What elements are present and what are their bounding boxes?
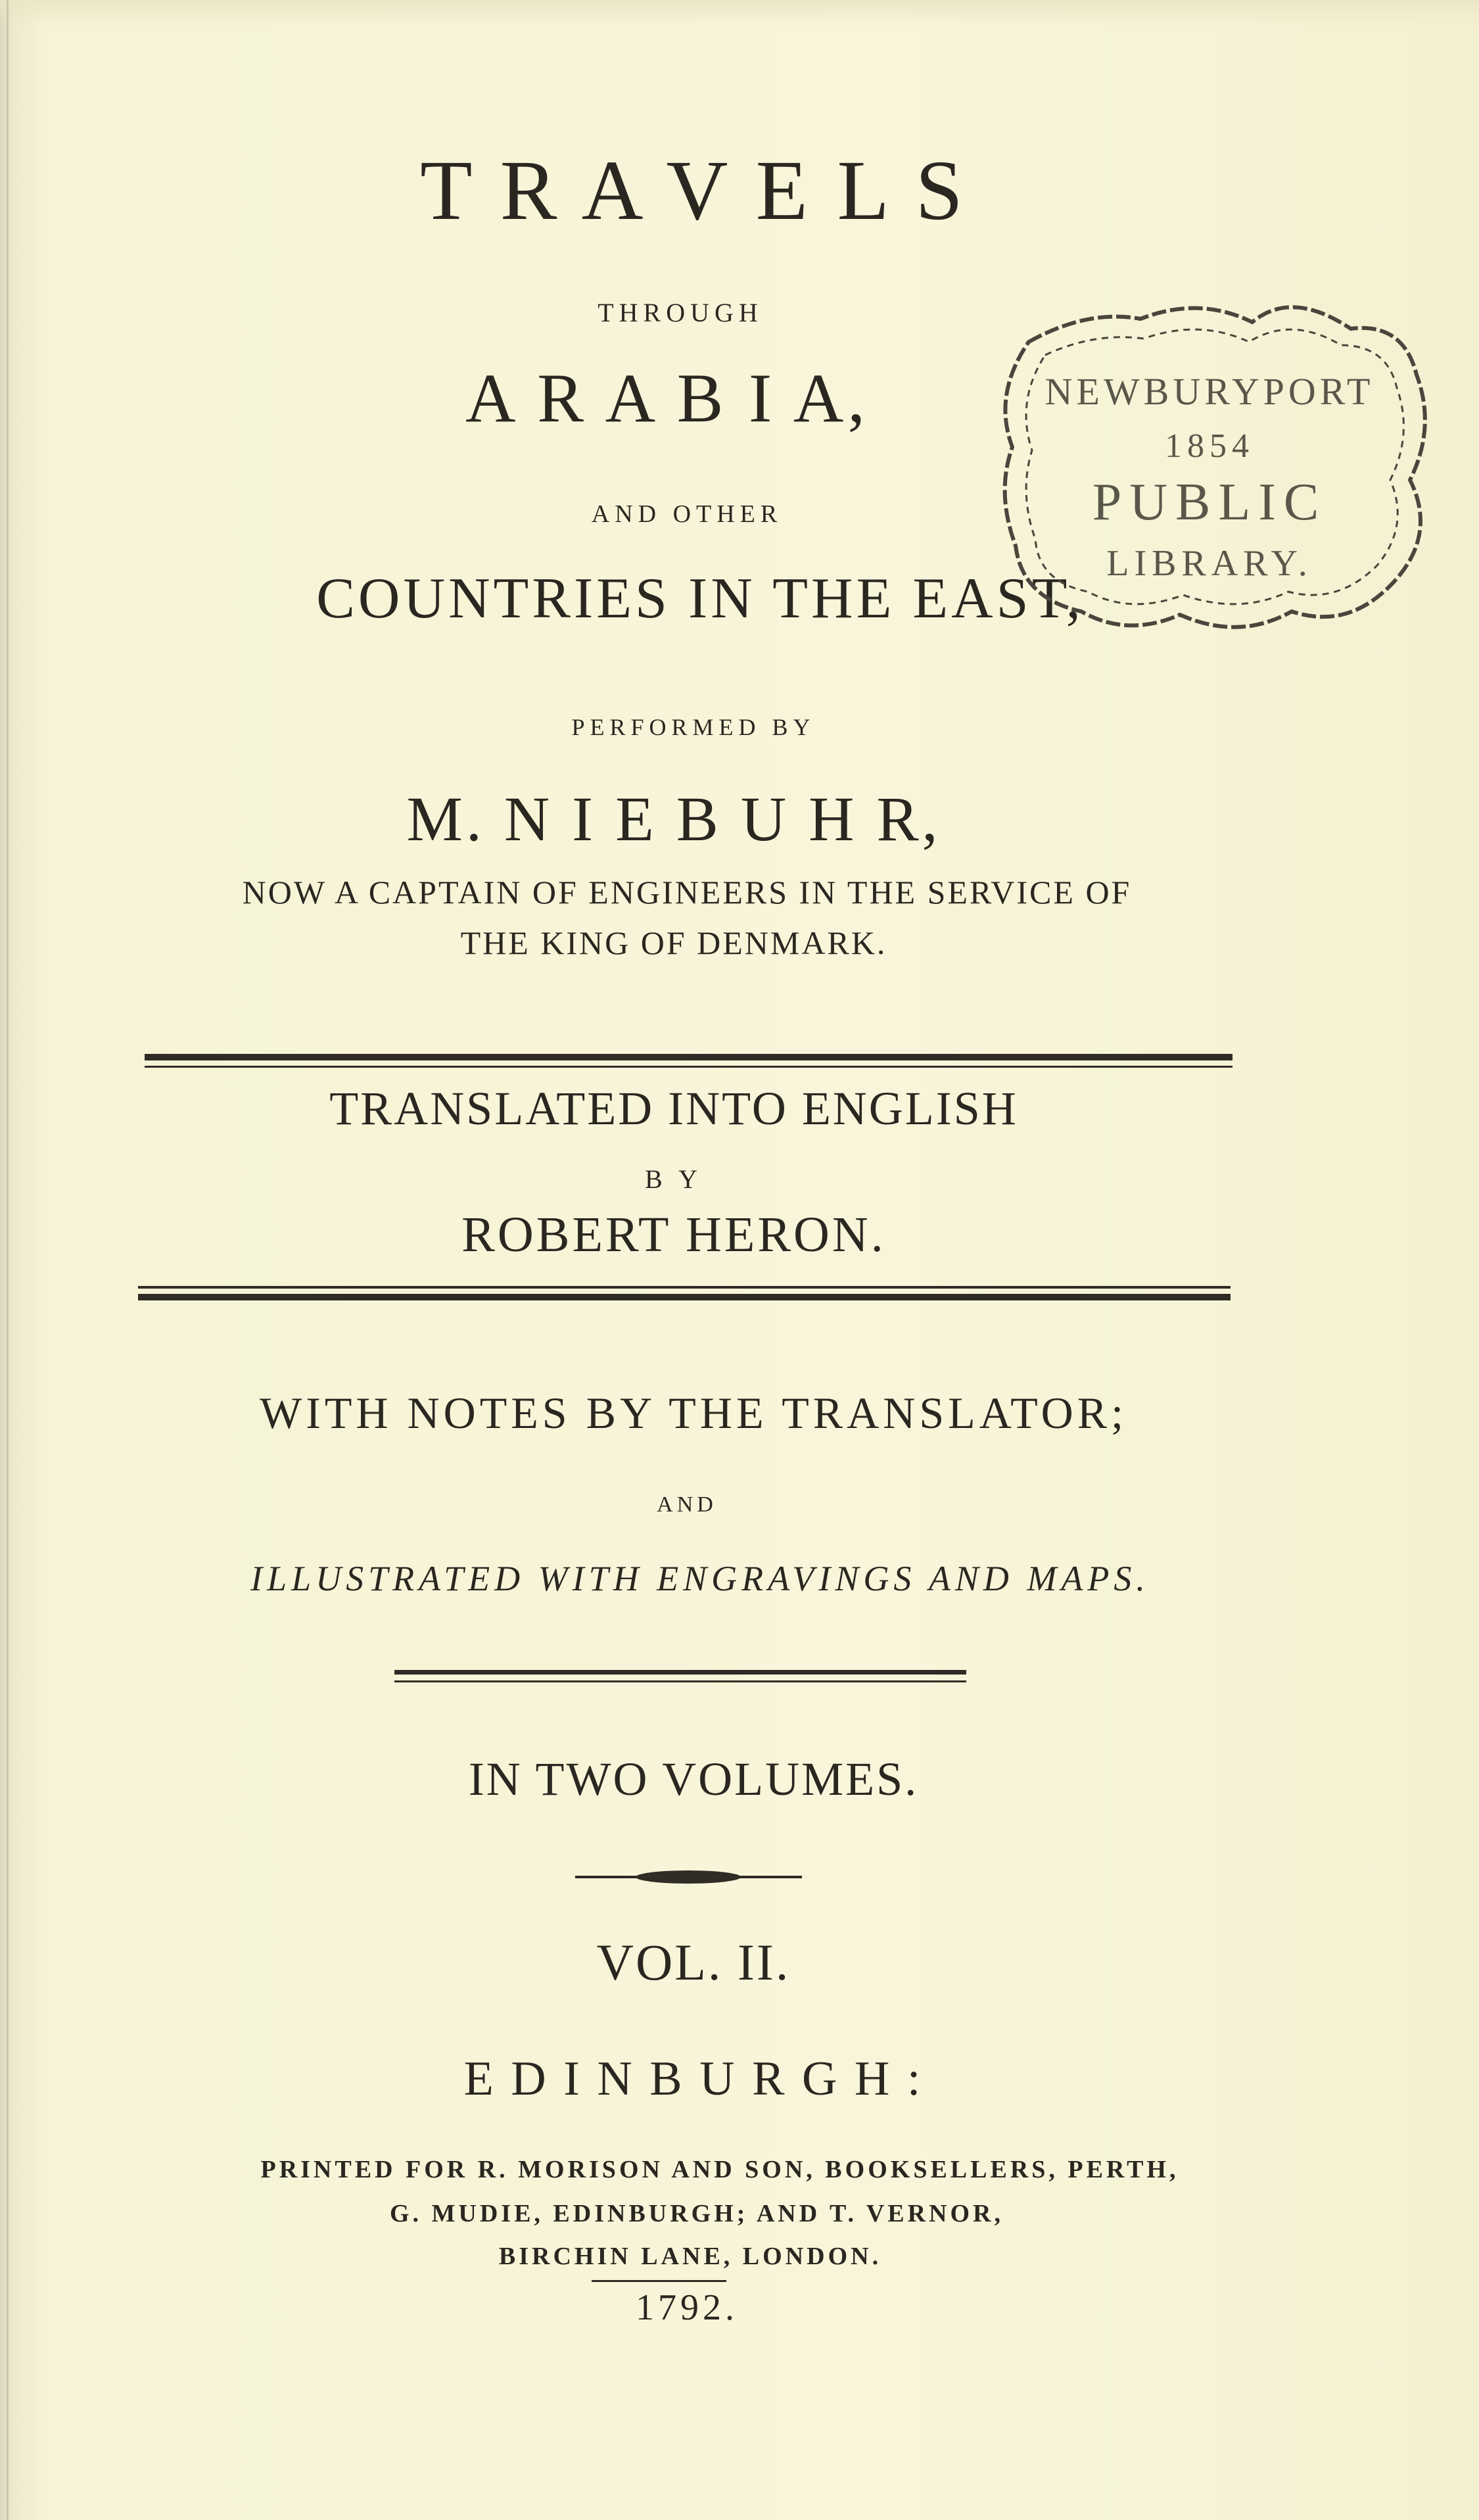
text-volume-number: VOL. II. <box>596 1934 791 1991</box>
author-name: M. N I E B U H R, <box>406 784 941 854</box>
double-rule-top-1 <box>145 1054 1232 1060</box>
text-by: B Y <box>644 1164 703 1194</box>
text-performed-by: PERFORMED BY <box>571 714 816 740</box>
double-rule-short-2 <box>394 1680 966 1682</box>
author-description-1: NOW A CAPTAIN OF ENGINEERS IN THE SERVICE OF <box>242 874 1132 911</box>
text-volumes: IN TWO VOLUMES. <box>468 1753 919 1805</box>
stamp-line-1: NEWBURYPORT <box>1045 370 1374 413</box>
double-rule-middle-1 <box>138 1286 1231 1289</box>
title-countries: COUNTRIES IN THE EAST, <box>316 567 1084 630</box>
title-travels: T R A V E L S <box>420 143 967 238</box>
text-and: AND <box>657 1492 717 1517</box>
text-city: E D I N B U R G H : <box>463 2052 924 2106</box>
double-rule-middle-2 <box>138 1294 1231 1300</box>
page-top-edge <box>0 0 1479 26</box>
imprint-line-2: G. MUDIE, EDINBURGH; AND T. VERNOR, <box>389 2200 1004 2227</box>
stamp-line-4: LIBRARY. <box>1106 543 1313 584</box>
ornament-rule <box>575 1867 802 1887</box>
double-rule-short-1 <box>394 1670 966 1675</box>
text-notes: WITH NOTES BY THE TRANSLATOR; <box>260 1388 1127 1438</box>
text-through: THROUGH <box>598 298 763 327</box>
text-and-other: AND OTHER <box>591 500 783 528</box>
imprint-rule <box>592 2280 726 2282</box>
stamp-line-2: 1854 <box>1165 427 1254 465</box>
title-arabia: A R A B I A, <box>465 360 869 437</box>
translator-name: ROBERT HERON. <box>461 1207 886 1262</box>
double-rule-top-2 <box>145 1066 1232 1068</box>
text-illustrated: ILLUSTRATED WITH ENGRAVINGS AND MAPS. <box>250 1559 1150 1598</box>
imprint-line-3: BIRCHIN LANE, LONDON. <box>498 2243 882 2270</box>
text-translated: TRANSLATED INTO ENGLISH <box>329 1082 1018 1135</box>
author-description-2: THE KING OF DENMARK. <box>460 924 887 961</box>
imprint-line-1: PRINTED FOR R. MORISON AND SON, BOOKSELLERS, PERTH, <box>260 2156 1179 2183</box>
publication-year: 1792. <box>636 2287 738 2328</box>
stamp-line-3: PUBLIC <box>1092 473 1327 531</box>
library-stamp <box>983 283 1436 651</box>
